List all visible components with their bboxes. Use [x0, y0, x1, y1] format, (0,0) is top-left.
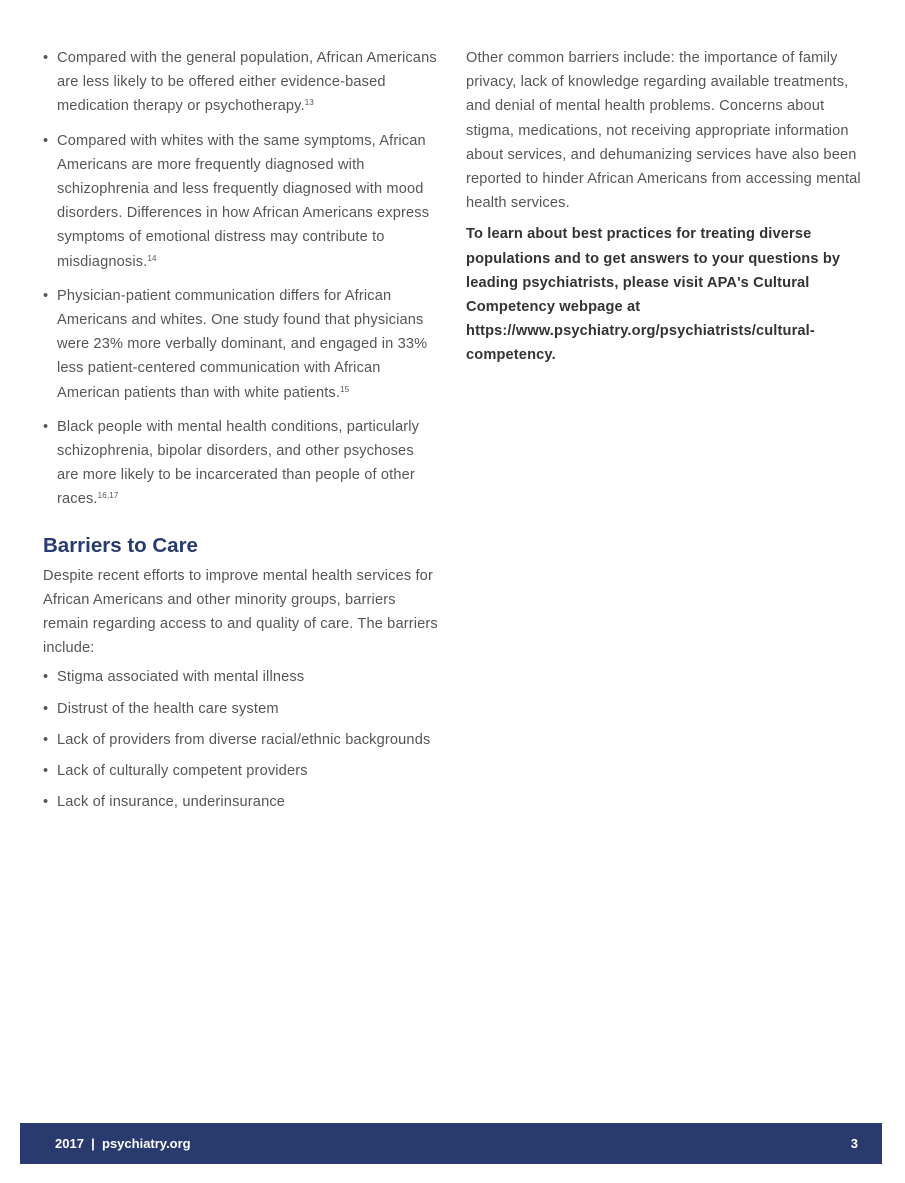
fact-text: Physician-patient communication differs for African Americans and whites. One study found that physicians were 23% more verbally dominant, and engaged in 33% less patient-centered communication with African American patients than with white patients. — [57, 287, 428, 401]
left-column — [43, 46, 438, 821]
list-item: • Stigma associated with mental illness — [43, 665, 438, 689]
right-column — [466, 46, 861, 368]
citation: 13 — [304, 98, 314, 108]
list-item — [43, 415, 438, 512]
other-barriers-paragraph: Other common barriers include: the importance of family privacy, lack of knowledge regarding available treatments, and denial of mental health problems. Concerns about stigma, medications, not receiving appropriate information about services, and dehumanizing services have also been reported to hinder African Americans from accessing mental health services. — [466, 50, 861, 212]
list-item — [43, 284, 438, 405]
footer-site: 2017 | psychiatry.org — [55, 1136, 191, 1151]
fact-text: Black people with mental health conditions, particularly schizophrenia, bipolar disorders, and other psychoses are more likely to be incarcerated than people of other races. — [57, 418, 420, 508]
cultural-competency-callout: To learn about best practices for treating diverse populations and to get answers to your questions by leading psychiatrists, please visit APA's Cultural Competency webpage at https://www.psychiatry.org/psychiatrists/cultural-competency. — [466, 226, 841, 364]
list-item: • Lack of providers from diverse racial/ethnic backgrounds — [43, 728, 438, 752]
citation: 15 — [340, 384, 350, 394]
list-item: • Lack of insurance, underinsurance — [43, 790, 438, 814]
page-number: 3 — [850, 1136, 858, 1151]
barriers-intro: Despite recent efforts to improve mental health services for African Americans and other minority groups, barriers remain regarding access to and quality of care. The barriers include: — [43, 567, 438, 657]
barriers-list — [43, 665, 438, 814]
citation: 16,17 — [97, 491, 119, 501]
page-footer — [20, 1123, 882, 1164]
facts-list — [43, 46, 438, 512]
fact-text: Compared with the general population, African Americans are less likely to be offered either evidence-based medication therapy or psychotherapy. — [57, 50, 437, 115]
list-item: • Distrust of the health care system — [43, 697, 438, 721]
section-heading: Barriers to Care — [43, 533, 198, 557]
citation: 14 — [147, 253, 157, 263]
fact-text: Compared with whites with the same symptoms, African Americans are more frequently diagnosed with schizophrenia and less frequently diagnosed with mood disorders. Differences in how African Americans express symptoms of emotional distress may contribute to misdiagnosis. — [57, 132, 430, 270]
list-item — [43, 46, 438, 119]
list-item — [43, 129, 438, 274]
list-item: • Lack of culturally competent providers — [43, 759, 438, 783]
